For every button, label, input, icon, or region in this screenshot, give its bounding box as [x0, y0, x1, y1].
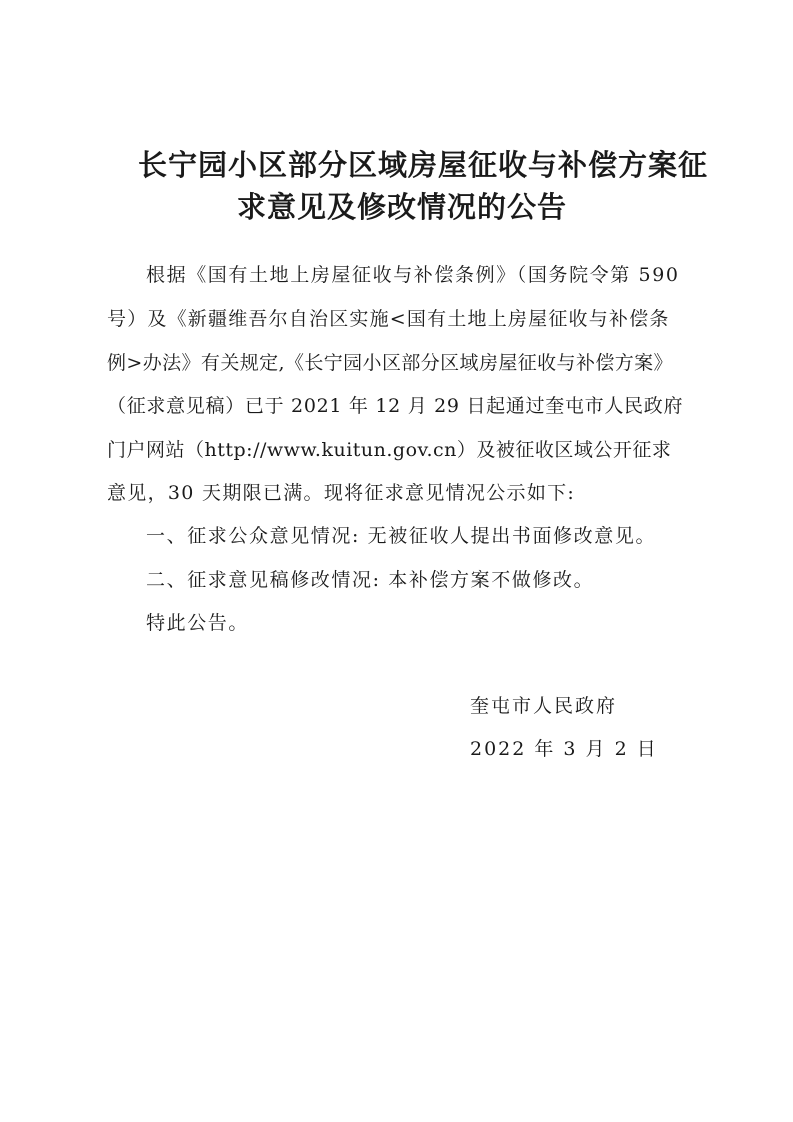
closing-remark: 特此公告。 — [146, 612, 250, 634]
body-line-1: 根据《国有土地上房屋征收与补偿条例》（国务院令第 590 — [146, 264, 680, 286]
body-line-2: 号）及《新疆维吾尔自治区实施<国有土地上房屋征收与补偿条 — [107, 308, 670, 330]
body-line-3: 例>办法》有关规定,《长宁园小区部分区域房屋征收与补偿方案》 — [107, 352, 673, 374]
title-line-1: 长宁园小区部分区域房屋征收与补偿方案征 — [138, 148, 709, 182]
body-line-6: 意见，30 天期限已满。现将征求意见情况公示如下: — [107, 482, 576, 504]
title-line-2: 求意见及修改情况的公告 — [237, 190, 568, 224]
body-line-5: 门户网站（http://www.kuitun.gov.cn）及被征收区域公开征求 — [107, 439, 672, 461]
signature-date: 2022 年 3 月 2 日 — [470, 738, 658, 760]
opinion-item-2: 二、征求意见稿修改情况: 本补偿方案不做修改。 — [146, 569, 595, 591]
signature-organization: 奎屯市人民政府 — [470, 695, 618, 717]
opinion-item-1: 一、征求公众意见情况: 无被征收人提出书面修改意见。 — [146, 525, 657, 547]
body-line-4: （征求意见稿）已于 2021 年 12 月 29 日起通过奎屯市人民政府 — [107, 395, 684, 417]
